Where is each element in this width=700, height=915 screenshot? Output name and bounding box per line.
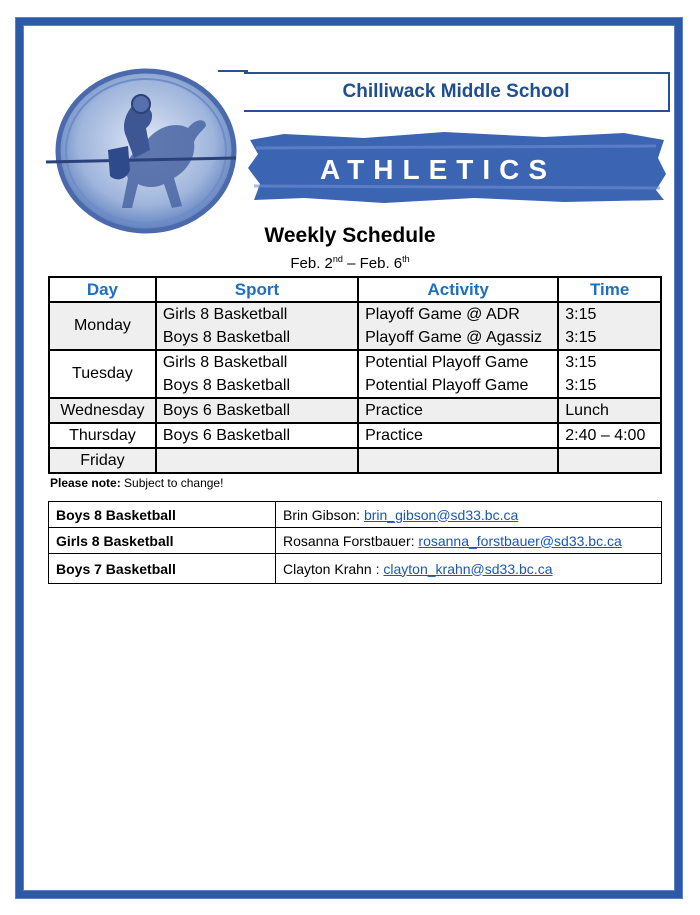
note: [50, 476, 223, 490]
contact-team: Boys 8 Basketball: [49, 502, 276, 528]
schedule-row-monday: [49, 302, 661, 350]
time-entry: 3:15: [565, 329, 597, 346]
day-cell: Thursday: [49, 423, 156, 448]
activity-cell: [358, 350, 558, 398]
contact-email-link[interactable]: clayton_krahn@sd33.bc.ca: [383, 560, 553, 577]
activity-cell: Practice: [358, 398, 558, 423]
header-sport: Sport: [156, 277, 358, 302]
sport-entry: Boys 8 Basketball: [162, 377, 291, 394]
contact-info: [276, 502, 662, 528]
sport-cell: [156, 302, 358, 350]
sport-cell: Boys 6 Basketball: [156, 398, 358, 423]
school-name: Chilliwack Middle School: [342, 81, 570, 102]
activity-cell: [358, 302, 558, 350]
time-cell: [558, 350, 661, 398]
time-entry: 3:15: [565, 354, 597, 371]
date-start-suffix: nd: [332, 254, 343, 264]
note-text: Subject to change!: [120, 476, 224, 490]
schedule-row-friday: [49, 448, 661, 473]
time-entry: 3:15: [565, 377, 597, 394]
schedule-row-tuesday: [49, 350, 661, 398]
day-cell: Friday: [49, 448, 156, 473]
day-cell: Monday: [49, 302, 156, 350]
activity-entry: Potential Playoff Game: [365, 354, 529, 371]
contact-team: Boys 7 Basketball: [49, 554, 276, 584]
sport-cell: [156, 448, 358, 473]
activity-cell: [358, 448, 558, 473]
date-end: Feb. 6: [359, 255, 403, 272]
sport-cell: [156, 350, 358, 398]
sport-cell: Boys 6 Basketball: [156, 423, 358, 448]
date-end-suffix: th: [402, 254, 410, 264]
schedule-table: [48, 276, 662, 474]
header-day: Day: [49, 277, 156, 302]
time-cell: Lunch: [558, 398, 661, 423]
date-start: Feb. 2: [290, 255, 333, 272]
activity-entry: Playoff Game @ ADR: [365, 306, 520, 323]
sport-entry: Girls 8 Basketball: [162, 354, 288, 371]
sport-entry: Girls 8 Basketball: [162, 306, 288, 323]
schedule-header-row: [49, 277, 661, 302]
athletics-banner-text: ATHLETICS: [320, 154, 557, 185]
time-cell: [558, 302, 661, 350]
contact-row: [49, 502, 662, 528]
contact-name: Rosanna Forstbauer:: [283, 532, 419, 549]
sport-entry: Boys 8 Basketball: [162, 329, 291, 346]
page-title: Weekly Schedule: [264, 224, 436, 247]
schedule-row-thursday: [49, 423, 661, 448]
activity-entry: Playoff Game @ Agassiz: [365, 329, 543, 346]
time-entry: 3:15: [565, 306, 597, 323]
activity-cell: Practice: [358, 423, 558, 448]
note-label: Please note:: [50, 476, 121, 490]
school-name-box: [244, 72, 670, 112]
athletics-banner: [244, 128, 670, 206]
contact-row: [49, 528, 662, 554]
contact-row: [49, 554, 662, 584]
contact-info: [276, 554, 662, 584]
contact-email-link[interactable]: rosanna_forstbauer@sd33.bc.ca: [418, 532, 622, 549]
activity-entry: Potential Playoff Game: [365, 377, 529, 394]
contact-team: Girls 8 Basketball: [49, 528, 276, 554]
time-cell: [558, 448, 661, 473]
contacts-table: [48, 501, 662, 584]
date-separator: –: [342, 255, 360, 272]
contact-name: Brin Gibson:: [283, 506, 364, 523]
schedule-row-wednesday: [49, 398, 661, 423]
knight-on-horse-logo: [46, 66, 246, 236]
day-cell: Tuesday: [49, 350, 156, 398]
date-range: [0, 254, 700, 272]
header-activity: Activity: [358, 277, 558, 302]
day-cell: Wednesday: [49, 398, 156, 423]
contact-name: Clayton Krahn :: [283, 560, 384, 577]
time-cell: 2:40 – 4:00: [558, 423, 661, 448]
contact-email-link[interactable]: brin_gibson@sd33.bc.ca: [363, 506, 519, 523]
contact-info: [276, 528, 662, 554]
header-time: Time: [558, 277, 661, 302]
